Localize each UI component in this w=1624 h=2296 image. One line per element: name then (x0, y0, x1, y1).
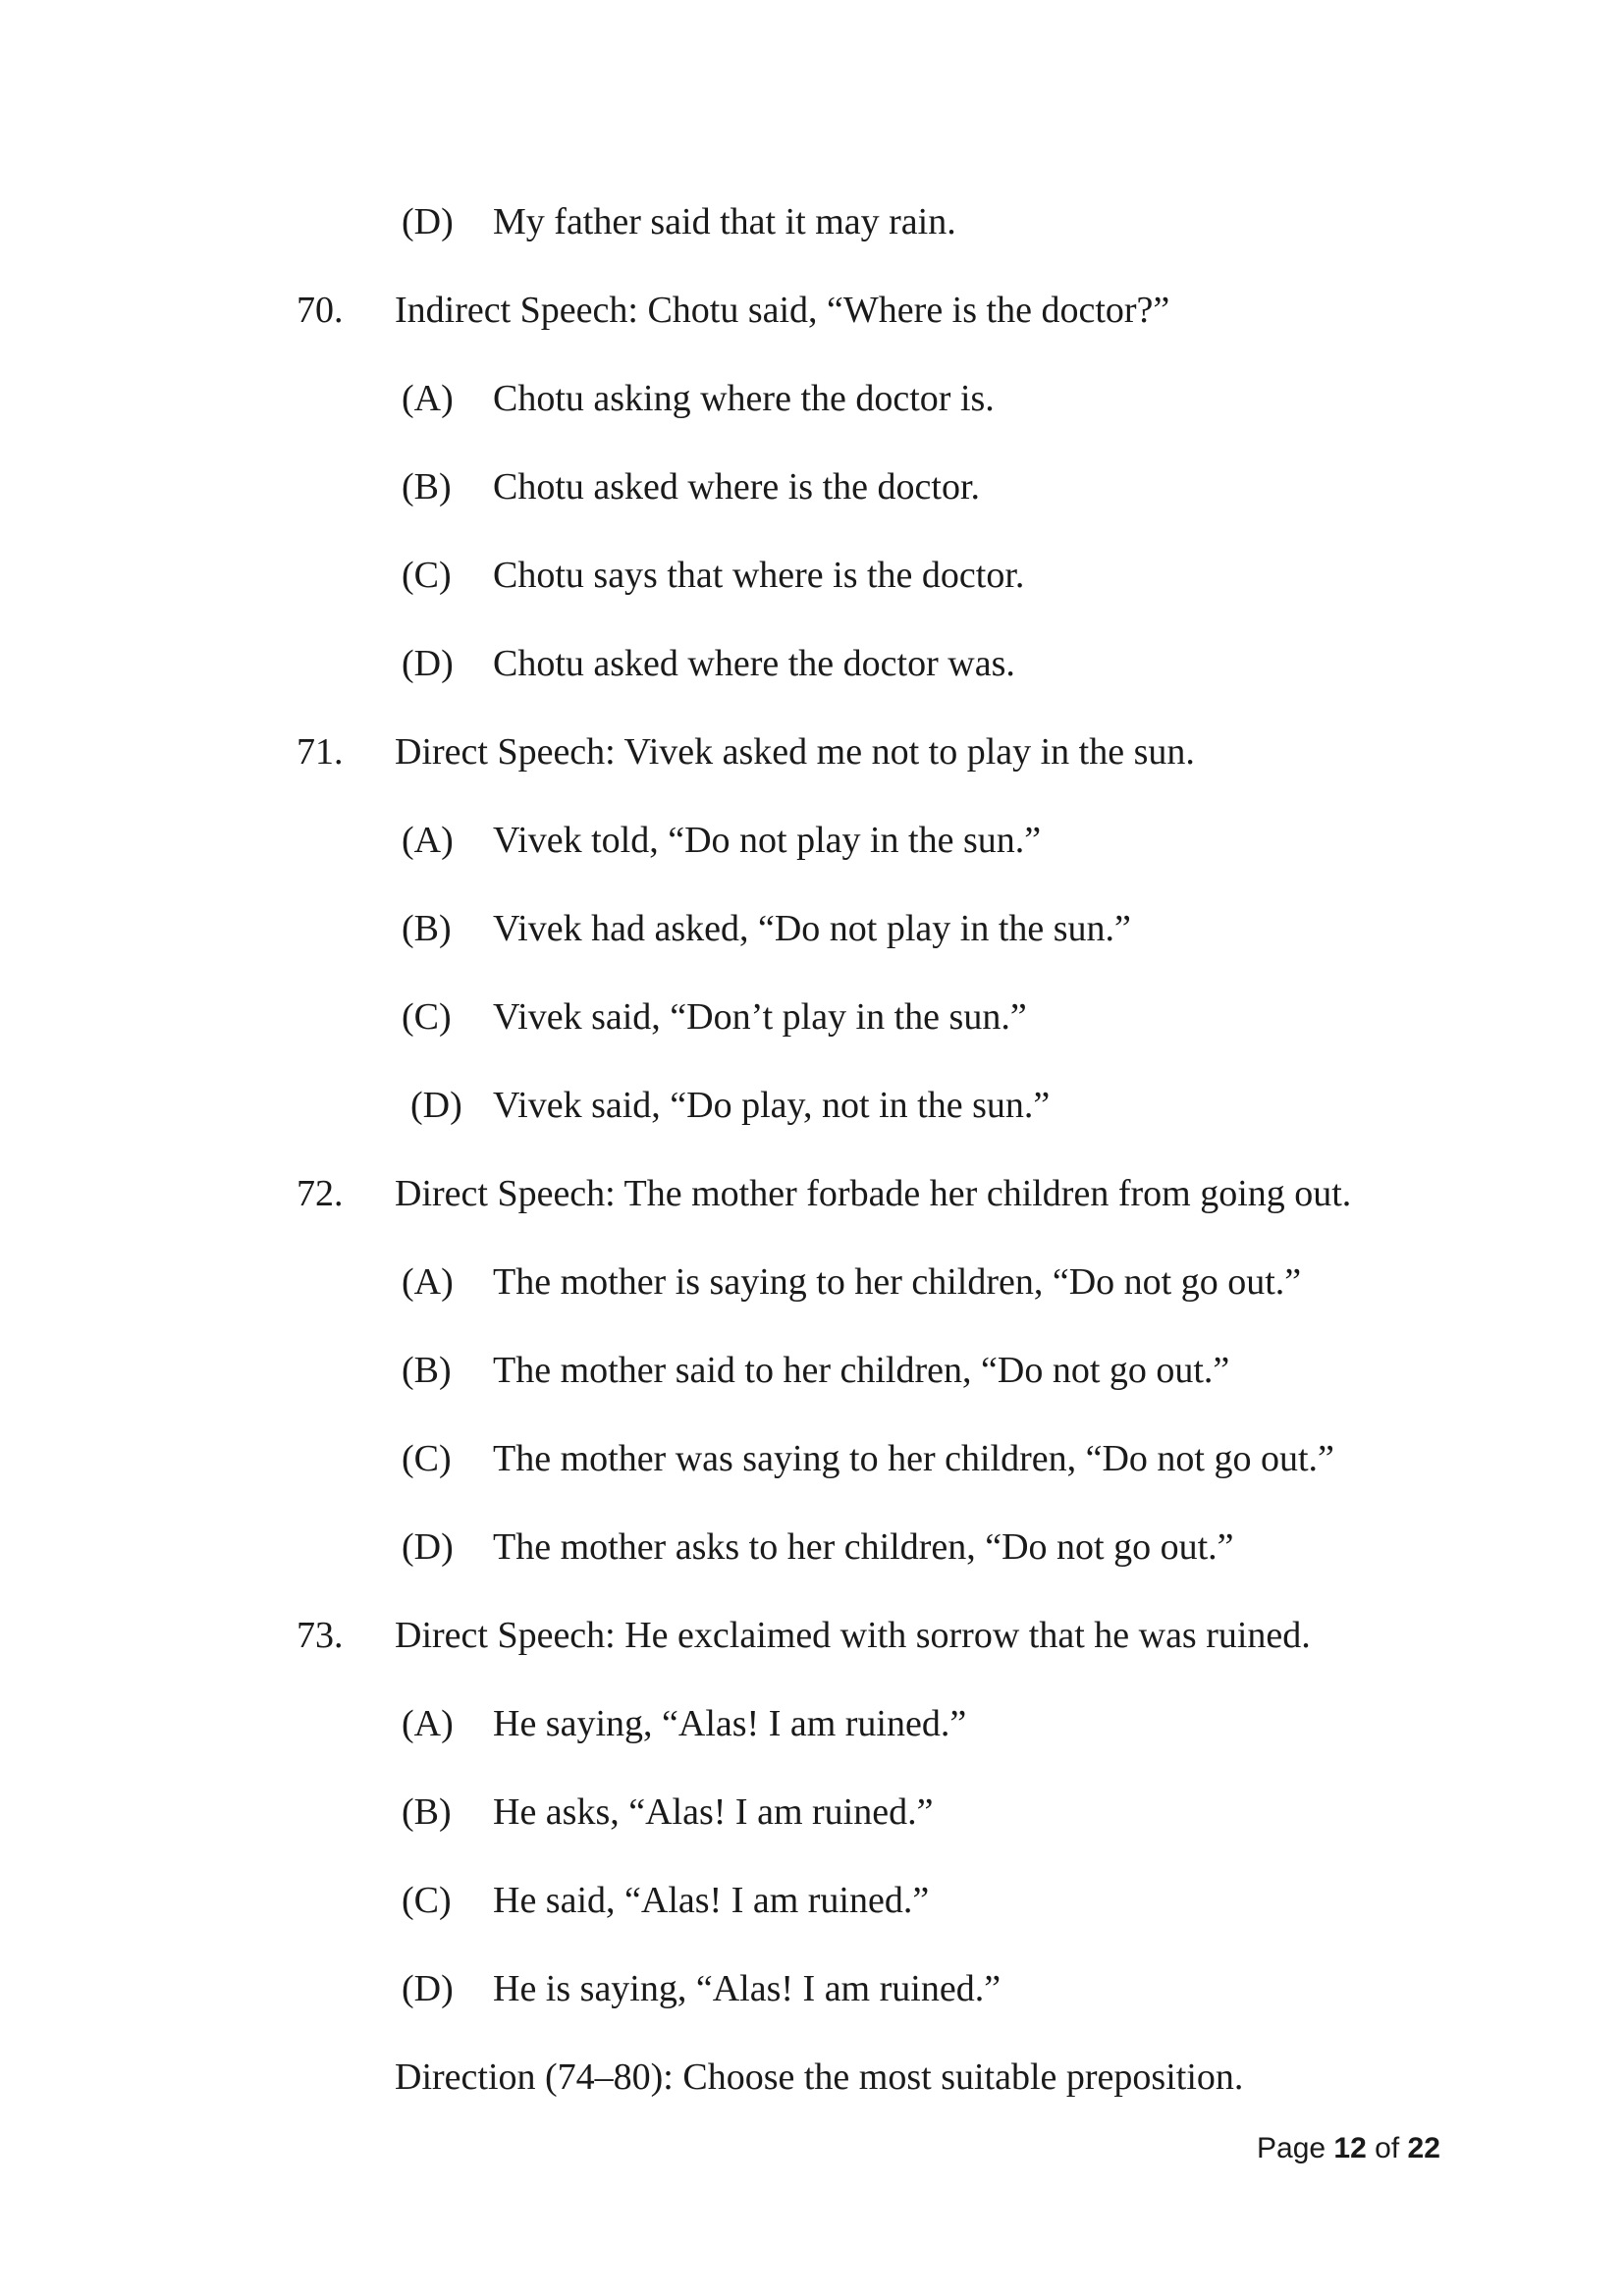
option-label: (D) (402, 1526, 454, 1568)
question-text: Direct Speech: Vivek asked me not to play in the sun. (395, 731, 1195, 773)
option-text: Chotu says that where is the doctor. (493, 555, 1025, 596)
option-text: Chotu asking where the doctor is. (493, 378, 995, 419)
option-text: He asks, “Alas! I am ruined.” (493, 1791, 934, 1833)
direction-text: Direction (74–80): Choose the most suitable preposition. (395, 2056, 1244, 2098)
option-label: (D) (402, 643, 454, 684)
question-number: 70. (297, 290, 344, 331)
option-label: (D) (402, 1968, 454, 2009)
option-text: The mother asks to her children, “Do not go out.” (493, 1526, 1234, 1568)
option-label: (B) (402, 466, 452, 507)
page-of: of (1375, 2132, 1400, 2164)
option-text: My father said that it may rain. (493, 201, 956, 242)
option-text: The mother was saying to her children, “Do not go out.” (493, 1438, 1334, 1479)
option-label: (A) (402, 1703, 454, 1744)
option-text: He said, “Alas! I am ruined.” (493, 1880, 930, 1921)
page-number (1257, 2134, 1440, 2163)
question-text: Direct Speech: The mother forbade her children from going out. (395, 1173, 1352, 1214)
option-text: Vivek had asked, “Do not play in the sun.” (493, 908, 1131, 949)
option-text: He is saying, “Alas! I am ruined.” (493, 1968, 1001, 2009)
page-current: 12 (1333, 2132, 1367, 2164)
question-text: Indirect Speech: Chotu said, “Where is the doctor?” (395, 290, 1170, 331)
option-text: Vivek told, “Do not play in the sun.” (493, 820, 1042, 861)
option-label: (B) (402, 908, 452, 949)
option-text: The mother said to her children, “Do not go out.” (493, 1350, 1230, 1391)
page-prefix: Page (1257, 2132, 1326, 2164)
option-text: Chotu asked where the doctor was. (493, 643, 1015, 684)
option-text: Chotu asked where is the doctor. (493, 466, 981, 507)
option-text: The mother is saying to her children, “Do not go out.” (493, 1261, 1302, 1303)
question-text: Direct Speech: He exclaimed with sorrow that he was ruined. (395, 1615, 1311, 1656)
option-label: (A) (402, 1261, 454, 1303)
option-label: (C) (402, 1880, 452, 1921)
option-label: (C) (402, 555, 452, 596)
option-label: (C) (402, 996, 452, 1038)
option-text: Vivek said, “Do play, not in the sun.” (493, 1085, 1051, 1126)
option-label: (D) (402, 201, 454, 242)
option-text: Vivek said, “Don’t play in the sun.” (493, 996, 1027, 1038)
option-label: (D) (410, 1085, 462, 1126)
question-number: 72. (297, 1173, 344, 1214)
option-label: (B) (402, 1350, 452, 1391)
page-total: 22 (1407, 2132, 1440, 2164)
option-text: He saying, “Alas! I am ruined.” (493, 1703, 967, 1744)
option-label: (A) (402, 378, 454, 419)
option-label: (B) (402, 1791, 452, 1833)
option-label: (C) (402, 1438, 452, 1479)
question-number: 71. (297, 731, 344, 773)
option-label: (A) (402, 820, 454, 861)
question-number: 73. (297, 1615, 344, 1656)
